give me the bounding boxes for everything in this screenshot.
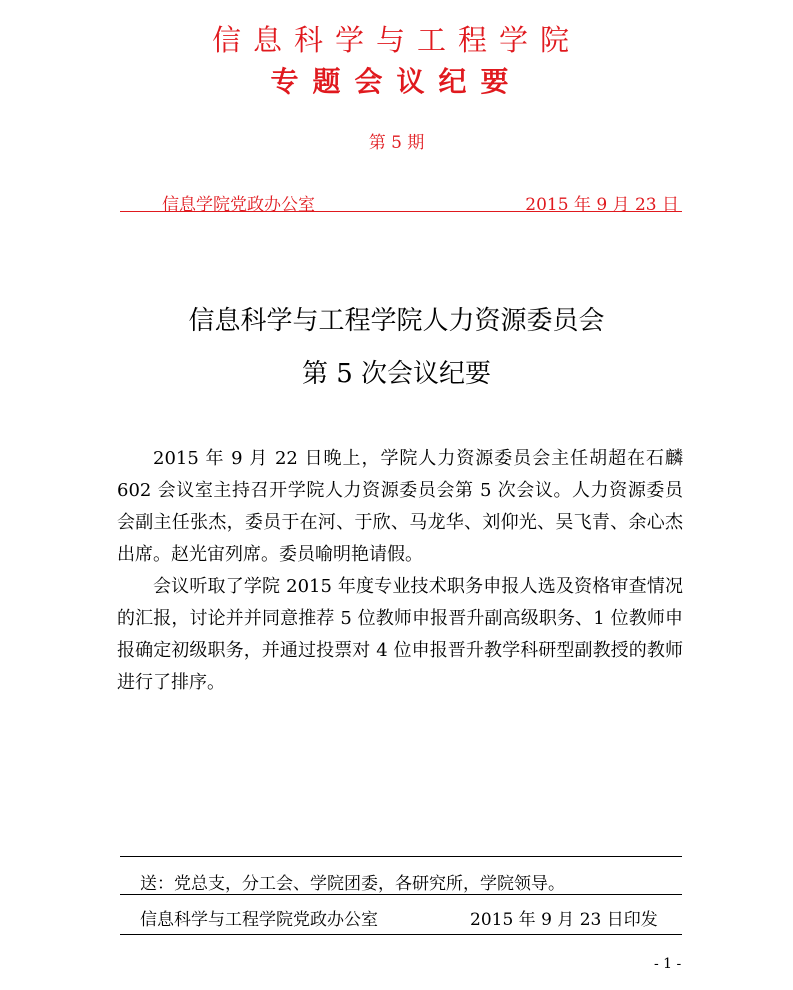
distribution-list: 送：党总支，分工会、学院团委，各研究所，学院领导。 <box>140 874 565 894</box>
footer-issue-date: 2015 年 9 月 23 日印发 <box>470 910 658 930</box>
issue-number: 第 5 期 <box>368 133 425 153</box>
footer-bottom-rule <box>120 934 682 935</box>
body-paragraph: 会议听取了学院 2015 年度专业技术职务申报人选及资格审查情况的汇报，讨论并并同意推荐 5 位教师申报晋升副高级职务、1 位教师申报确定初级职务，并通过投票对 4 位申报晋升教学科研型副教授的教师进行了排序。 <box>117 576 683 693</box>
red-divider <box>120 211 682 212</box>
document-title-line1: 信息科学与工程学院人力资源委员会 <box>188 306 605 336</box>
footer-top-rule <box>120 856 682 857</box>
footer-middle-rule <box>120 894 682 895</box>
issuer: 信息学院党政办公室 <box>162 195 315 215</box>
issue-date: 2015 年 9 月 23 日 <box>525 195 679 215</box>
document-type: 专题会议纪要 <box>270 65 523 98</box>
body-paragraph: 2015 年 9 月 22 日晚上，学院人力资源委员会主任胡超在石麟 602 会议室主持召开学院人力资源委员会第 5 次会议。人力资源委员会副主任张杰，委员于在河、于欣、马龙华、刘仰光、吴飞青、余心杰出席。赵光宙列席。委员喻明艳请假。 <box>117 448 683 565</box>
document-title-line2: 第 5 次会议纪要 <box>301 359 492 389</box>
organization-name: 信息科学与工程学院 <box>211 23 581 57</box>
page-number: - 1 - <box>654 956 682 972</box>
footer-office: 信息科学与工程学院党政办公室 <box>140 910 378 930</box>
document-body <box>117 443 683 699</box>
